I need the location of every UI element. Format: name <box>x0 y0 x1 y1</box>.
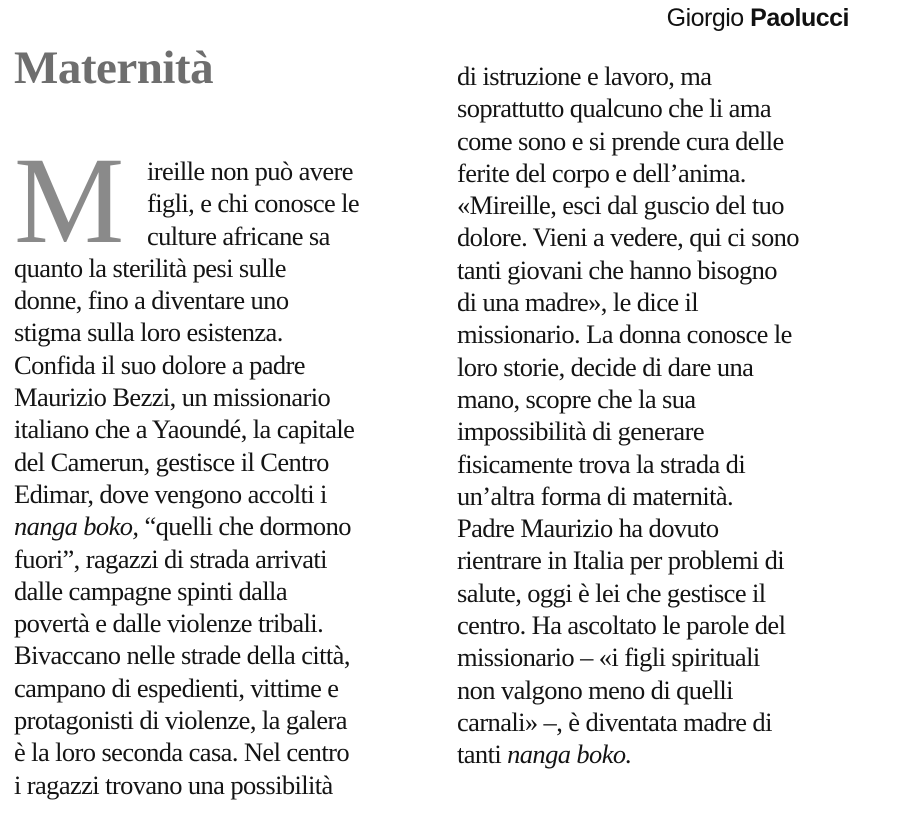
text-line: ferite del corpo e dell’anima. <box>457 157 746 188</box>
text-line: Edimar, dove vengono accolti i <box>14 478 327 509</box>
text-line: Maurizio Bezzi, un missionario <box>14 382 331 413</box>
text-line: quanto la sterilità pesi sulle <box>14 252 286 283</box>
text-line: impossibilità di generare <box>457 416 704 447</box>
text-line: italiano che a Yaoundé, la capitale <box>14 414 355 445</box>
text-line: missionario – «i figli spirituali <box>457 642 760 673</box>
text-line: mano, scopre che la sua <box>457 383 696 414</box>
text-line: fuori”, ragazzi di strada arrivati <box>14 543 327 574</box>
text-fragment: “quelli che dormono <box>138 511 351 542</box>
article-title: Maternità <box>14 42 214 94</box>
text-line: ireille non può avere <box>147 156 353 186</box>
text-line: donne, fino a diventare uno <box>14 285 289 316</box>
author-byline <box>667 4 849 33</box>
text-line: stigma sulla loro esistenza. <box>14 317 283 348</box>
text-line: centro. Ha ascoltato le parole del <box>457 610 786 641</box>
drop-cap: M <box>14 132 124 269</box>
text-line: dolore. Vieni a vedere, qui ci sono <box>457 222 799 253</box>
text-line: non valgono meno di quelli <box>457 674 733 705</box>
text-line: del Camerun, gestisce il Centro <box>14 446 329 477</box>
author-first-name: Giorgio <box>666 4 744 32</box>
text-line: come sono e si prende cura delle <box>457 125 784 156</box>
text-line: culture africane sa <box>147 220 330 251</box>
italic-term: nanga boko, <box>14 511 139 542</box>
text-line: soprattutto qualcuno che li ama <box>457 93 772 124</box>
text-line: povertà e dalle violenze tribali. <box>14 608 324 639</box>
text-line: «Mireille, esci dal guscio del tuo <box>457 190 784 221</box>
author-last-name: Paolucci <box>750 4 849 32</box>
text-line: è la loro seconda casa. Nel centro <box>14 737 349 768</box>
text-line: protagonisti di violenze, la galera <box>14 705 347 736</box>
text-line: campano di espedienti, vittime e <box>14 672 339 703</box>
text-line: di istruzione e lavoro, ma <box>457 61 712 91</box>
text-line: loro storie, decide di dare una <box>457 351 754 382</box>
text-line: Bivaccano nelle strade della città, <box>14 640 350 671</box>
text-line <box>457 738 857 770</box>
text-line: tanti giovani che hanno bisogno <box>457 254 777 285</box>
text-line: dalle campagne spinti dalla <box>14 575 287 606</box>
text-line: un’altra forma di maternità. <box>457 480 734 511</box>
text-line: Padre Maurizio ha dovuto <box>457 513 719 544</box>
left-column <box>14 132 414 801</box>
text-line: figli, e chi conosce le <box>147 188 360 219</box>
text-line <box>14 510 414 542</box>
text-line: di una madre», le dice il <box>457 287 699 318</box>
text-fragment: tanti <box>457 739 508 770</box>
right-column <box>457 60 857 771</box>
text-line: i ragazzi trovano una possibilità <box>14 769 333 800</box>
text-line: missionario. La donna conosce le <box>457 319 792 350</box>
text-line: fisicamente trova la strada di <box>457 448 746 479</box>
text-line: rientrare in Italia per problemi di <box>457 545 785 576</box>
italic-term: nanga boko. <box>507 739 632 770</box>
text-line: Confida il suo dolore a padre <box>14 349 305 380</box>
text-line: salute, oggi è lei che gestisce il <box>457 577 766 608</box>
text-line: carnali» –, è diventata madre di <box>457 706 772 737</box>
